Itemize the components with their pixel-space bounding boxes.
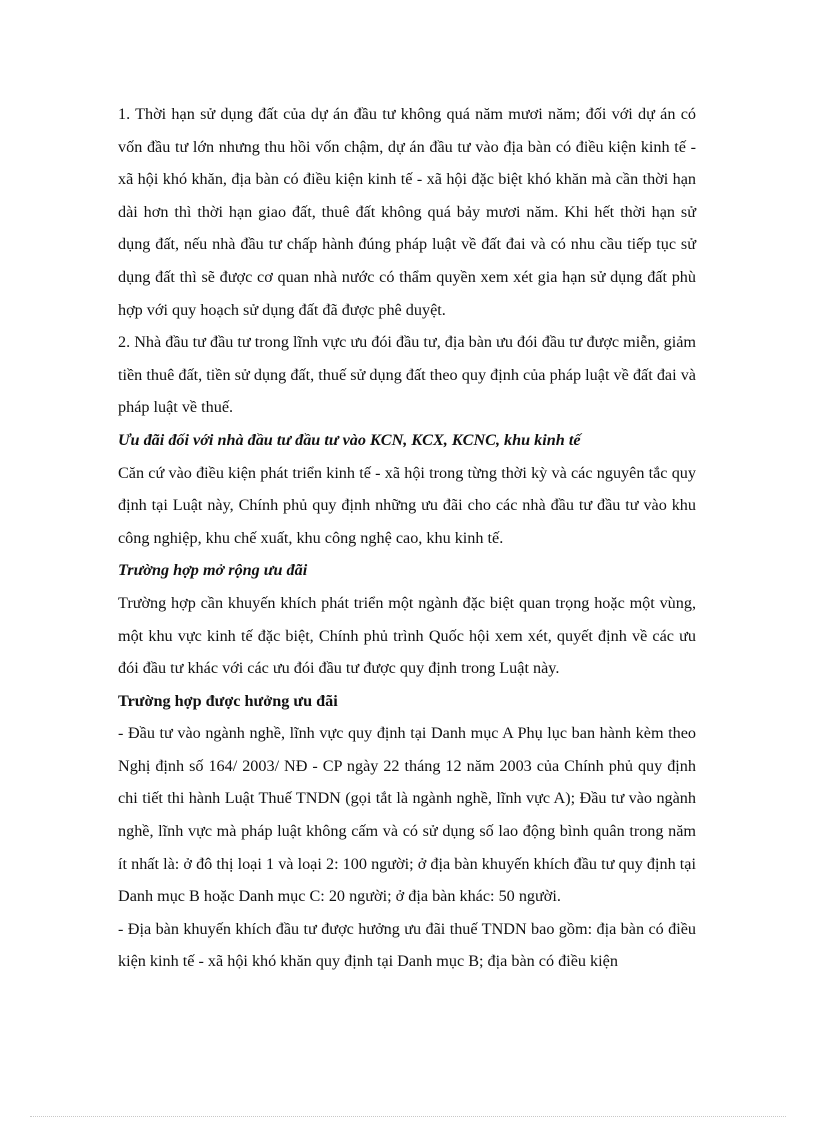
paragraph-eligible-areas: - Địa bàn khuyến khích đầu tư được hưởng ưu đãi thuế TNDN bao gồm: địa bàn có điều kiện kinh tế - xã hội khó khăn quy định tại Danh mục B; địa bàn có điều kiện [118, 919, 696, 971]
document-page [118, 98, 696, 978]
paragraph-national-assembly-review: Trường hợp cần khuyến khích phát triển một ngành đặc biệt quan trọng hoặc một vùng, một khu vực kinh tế đặc biệt, Chính phủ trình Quốc hội xem xét, quyết định về các ưu đói đầu tư khác với các ưu đói đầu tư được quy định trong Luật này. [118, 593, 696, 678]
paragraph-government-incentives: Căn cứ vào điều kiện phát triển kinh tế - xã hội trong từng thời kỳ và các nguyên tắc quy định tại Luật này, Chính phủ quy định những ưu đãi cho các nhà đầu tư đầu tư vào khu công nghiệp, khu chế xuất, khu công nghệ cao, khu kinh tế. [118, 463, 696, 547]
heading-eligible-cases: Trường hợp được hưởng ưu đãi [118, 691, 338, 710]
paragraph-land-use-term: 1. Thời hạn sử dụng đất của dự án đầu tư không quá năm mươi năm; đối với dự án có vốn đầu tư lớn nhưng thu hồi vốn chậm, dự án đầu tư vào địa bàn có điều kiện kinh tế - xã hội khó khăn, địa bàn có điều kiện kinh tế - xã hội đặc biệt khó khăn mà cần thời hạn dài hơn thì thời hạn giao đất, thuê đất không quá bảy mươi năm. Khi hết thời hạn sử dụng đất, nếu nhà đầu tư chấp hành đúng pháp luật về đất đai và có nhu cầu tiếp tục sử dụng đất thì sẽ được cơ quan nhà nước có thẩm quyền xem xét gia hạn sử dụng đất phù hợp với quy hoạch sử dụng đất đã được phê duyệt. [118, 105, 696, 319]
heading-industrial-zone-incentives: Ưu đãi đối với nhà đầu tư đầu tư vào KCN, KCX, KCNC, khu kinh tế [118, 430, 581, 449]
paragraph-eligible-sectors: - Đầu tư vào ngành nghề, lĩnh vực quy định tại Danh mục A Phụ lục ban hành kèm theo Nghị định số 164/ 2003/ NĐ - CP ngày 22 tháng 12 năm 2003 của Chính phủ quy định chi tiết thi hành Luật Thuế TNDN (gọi tắt là ngành nghề, lĩnh vực A); Đầu tư vào ngành nghề, lĩnh vực mà pháp luật không cấm và có sử dụng số lao động bình quân trong năm ít nhất là: ở đô thị loại 1 và loại 2: 100 người; ở địa bàn khuyến khích đầu tư quy định tại Danh mục B hoặc Danh mục C: 20 người; ở địa bàn khác: 50 người. [118, 724, 696, 906]
page-bottom-divider [30, 1116, 786, 1117]
paragraph-land-rent-exemption: 2. Nhà đầu tư đầu tư trong lĩnh vực ưu đói đầu tư, địa bàn ưu đói đầu tư được miễn, giảm tiền thuê đất, tiền sử dụng đất, thuế sử dụng đất theo quy định của pháp luật về đất đai và pháp luật về thuế. [118, 333, 696, 417]
heading-extended-incentives: Trường hợp mở rộng ưu đãi [118, 561, 308, 580]
